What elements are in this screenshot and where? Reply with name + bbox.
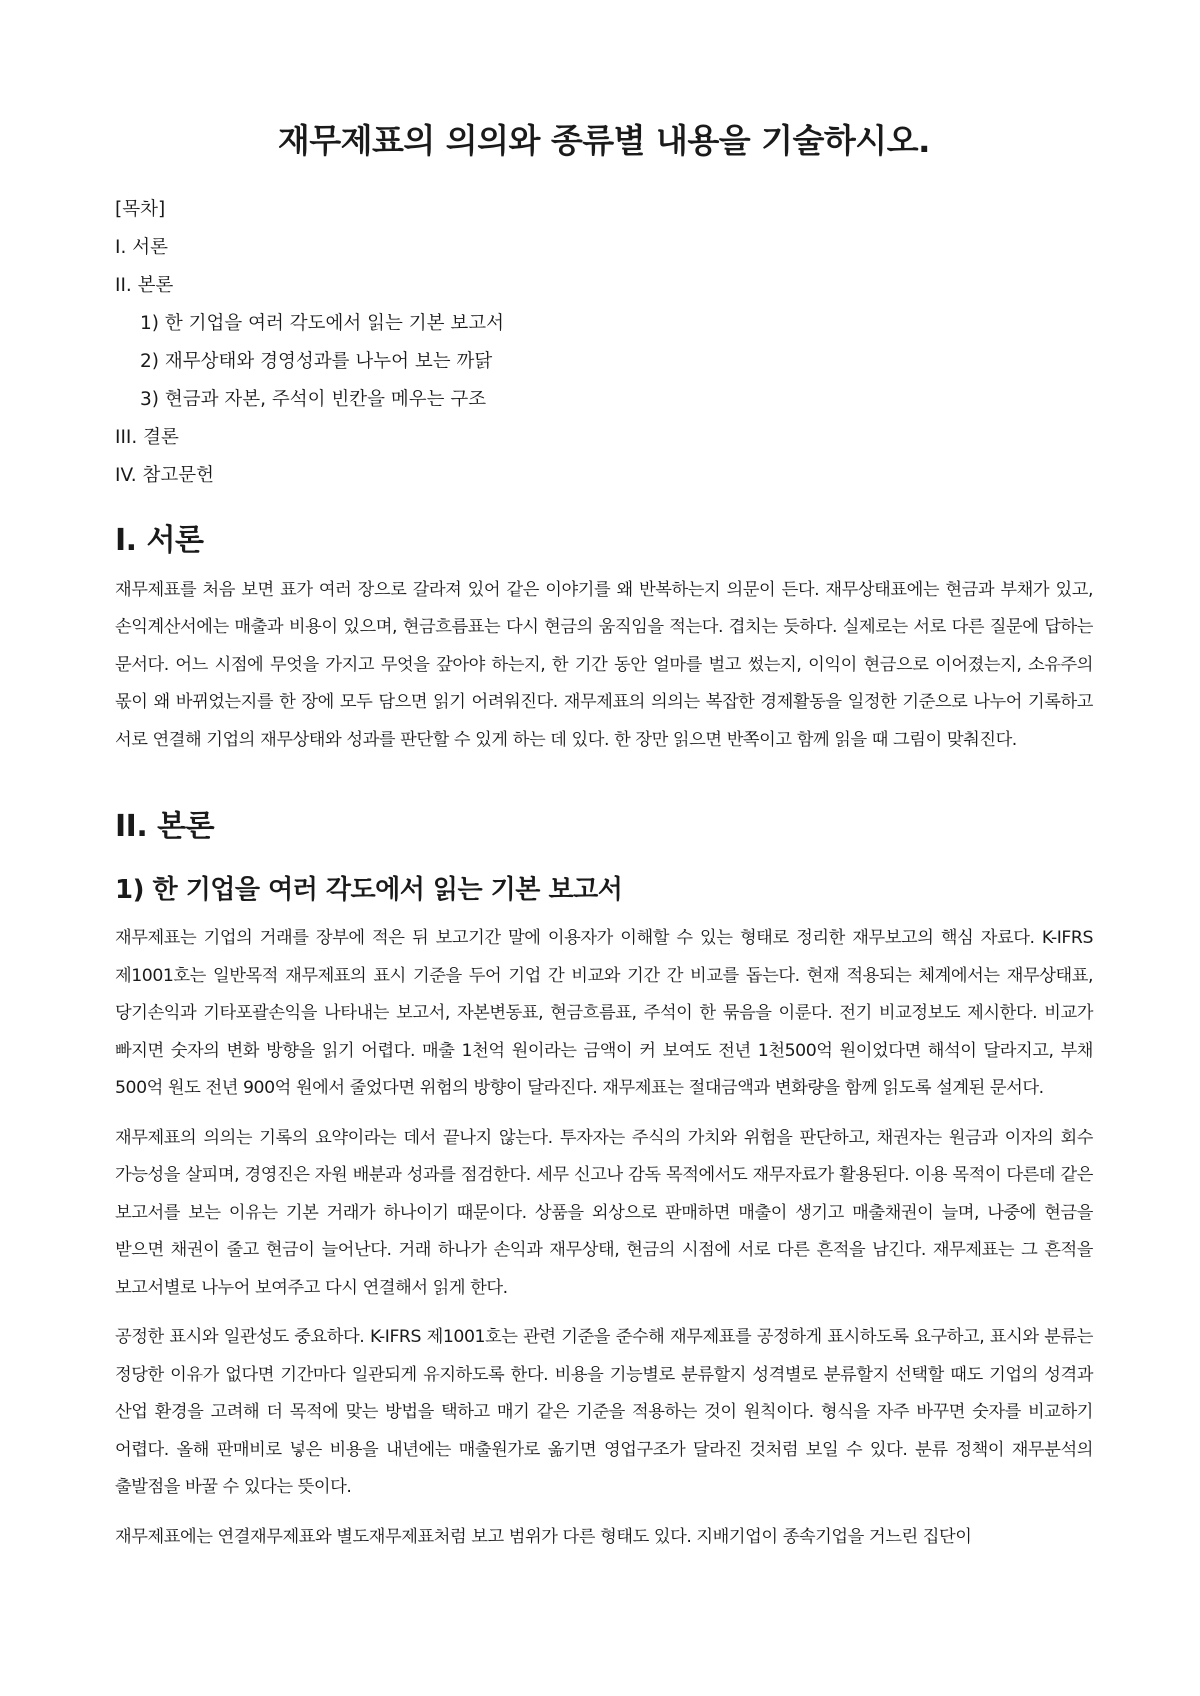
toc-header: [목차] (115, 198, 166, 220)
section-heading-intro: I. 서론 (115, 522, 204, 558)
toc-item-body-2: 2) 재무상태와 경영성과를 나누어 보는 까닭 (140, 350, 493, 372)
section-heading-body: II. 본론 (115, 809, 215, 845)
section-body (115, 807, 1093, 1556)
intro-paragraph: 재무제표를 처음 보면 표가 여러 장으로 갈라져 있어 같은 이야기를 왜 반복하는지 의문이 든다. 재무상태표에는 현금과 부채가 있고, 손익계산서에는 매출과 비용이 있으며, 현금흐름표는 다시 현금의 움직임을 적는다. 겹치는 듯하다. 실제로는 서로 다른 질문에 답하는 문서다. 어느 시점에 무엇을 가지고 무엇을 갚아야 하는지, 한 기간 동안 얼마를 벌고 썼는지, 이익이 현금으로 이어졌는지, 소유주의 몫이 왜 바뀌었는지를 한 장에 모두 담으면 읽기 어려워진다. 재무제표의 의의는 복잡한 경제활동을 일정한 기준으로 나누어 기록하고 서로 연결해 기업의 재무상태와 성과를 판단할 수 있게 하는 데 있다. 한 장만 읽으면 반쪽이고 함께 읽을 때 그림이 맞춰진다. (115, 579, 1093, 750)
toc-item-intro: I. 서론 (115, 236, 168, 258)
body-paragraph: 공정한 표시와 일관성도 중요하다. K-IFRS 제1001호는 관련 기준을 준수해 재무제표를 공정하게 표시하도록 요구하고, 표시와 분류는 정당한 이유가 없다면 기간마다 일관되게 유지하도록 한다. 비용을 기능별로 분류할지 성격별로 분류할지 선택할 때도 기업의 성격과 산업 환경을 고려해 더 목적에 맞는 방법을 택하고 매기 같은 기준을 적용하는 것이 원칙이다. 형식을 자주 바꾸면 숫자를 비교하기 어렵다. 올해 판매비로 넣은 비용을 내년에는 매출원가로 옮기면 영업구조가 달라진 것처럼 보일 수 있다. 분류 정책이 재무분석의 출발점을 바꿀 수 있다는 뜻이다. (115, 1327, 1093, 1498)
section-intro (115, 521, 1093, 760)
table-of-contents (115, 191, 1093, 495)
toc-item-conclusion: III. 결론 (115, 426, 179, 448)
subsection-heading-1: 1) 한 기업을 여러 각도에서 읽는 기본 보고서 (115, 875, 623, 906)
toc-item-body-3: 3) 현금과 자본, 주석이 빈칸을 메우는 구조 (140, 388, 487, 410)
body-paragraph: 재무제표는 기업의 거래를 장부에 적은 뒤 보고기간 말에 이용자가 이해할 수 있는 형태로 정리한 재무보고의 핵심 자료다. K-IFRS 제1001호는 일반목적 재무제표의 표시 기준을 두어 기업 간 비교와 기간 간 비교를 돕는다. 현재 적용되는 체계에서는 재무상태표, 당기손익과 기타포괄손익을 나타내는 보고서, 자본변동표, 현금흐름표, 주석이 한 묶음을 이룬다. 전기 비교정보도 제시한다. 비교가 빠지면 숫자의 변화 방향을 읽기 어렵다. 매출 1천억 원이라는 금액이 커 보여도 전년 1천500억 원이었다면 해석이 달라지고, 부채 500억 원도 전년 900억 원에서 줄었다면 위험의 방향이 달라진다. 재무제표는 절대금액과 변화량을 함께 읽도록 설계된 문서다. (115, 928, 1093, 1099)
toc-item-body-1: 1) 한 기업을 여러 각도에서 읽는 기본 보고서 (140, 312, 504, 334)
section-spacer (115, 771, 1093, 793)
body-paragraph: 재무제표의 의의는 기록의 요약이라는 데서 끝나지 않는다. 투자자는 주식의 가치와 위험을 판단하고, 채권자는 원금과 이자의 회수 가능성을 살피며, 경영진은 자원 배분과 성과를 점검한다. 세무 신고나 감독 목적에서도 재무자료가 활용된다. 이용 목적이 다른데 같은 보고서를 보는 이유는 기본 거래가 하나이기 때문이다. 상품을 외상으로 판매하면 매출이 생기고 매출채권이 늘며, 나중에 현금을 받으면 채권이 줄고 현금이 늘어난다. 거래 하나가 손익과 재무상태, 현금의 시점에 서로 다른 흔적을 남긴다. 재무제표는 그 흔적을 보고서별로 나누어 보여주고 다시 연결해서 읽게 한다. (115, 1127, 1093, 1298)
document-title: 재무제표의 의의와 종류별 내용을 기술하시오. (277, 121, 931, 160)
toc-item-references: IV. 참고문헌 (115, 464, 214, 486)
body-paragraph: 재무제표에는 연결재무제표와 별도재무제표처럼 보고 범위가 다른 형태도 있다. 지배기업이 종속기업을 거느린 집단이 (115, 1526, 972, 1547)
toc-item-body: II. 본론 (115, 274, 174, 296)
